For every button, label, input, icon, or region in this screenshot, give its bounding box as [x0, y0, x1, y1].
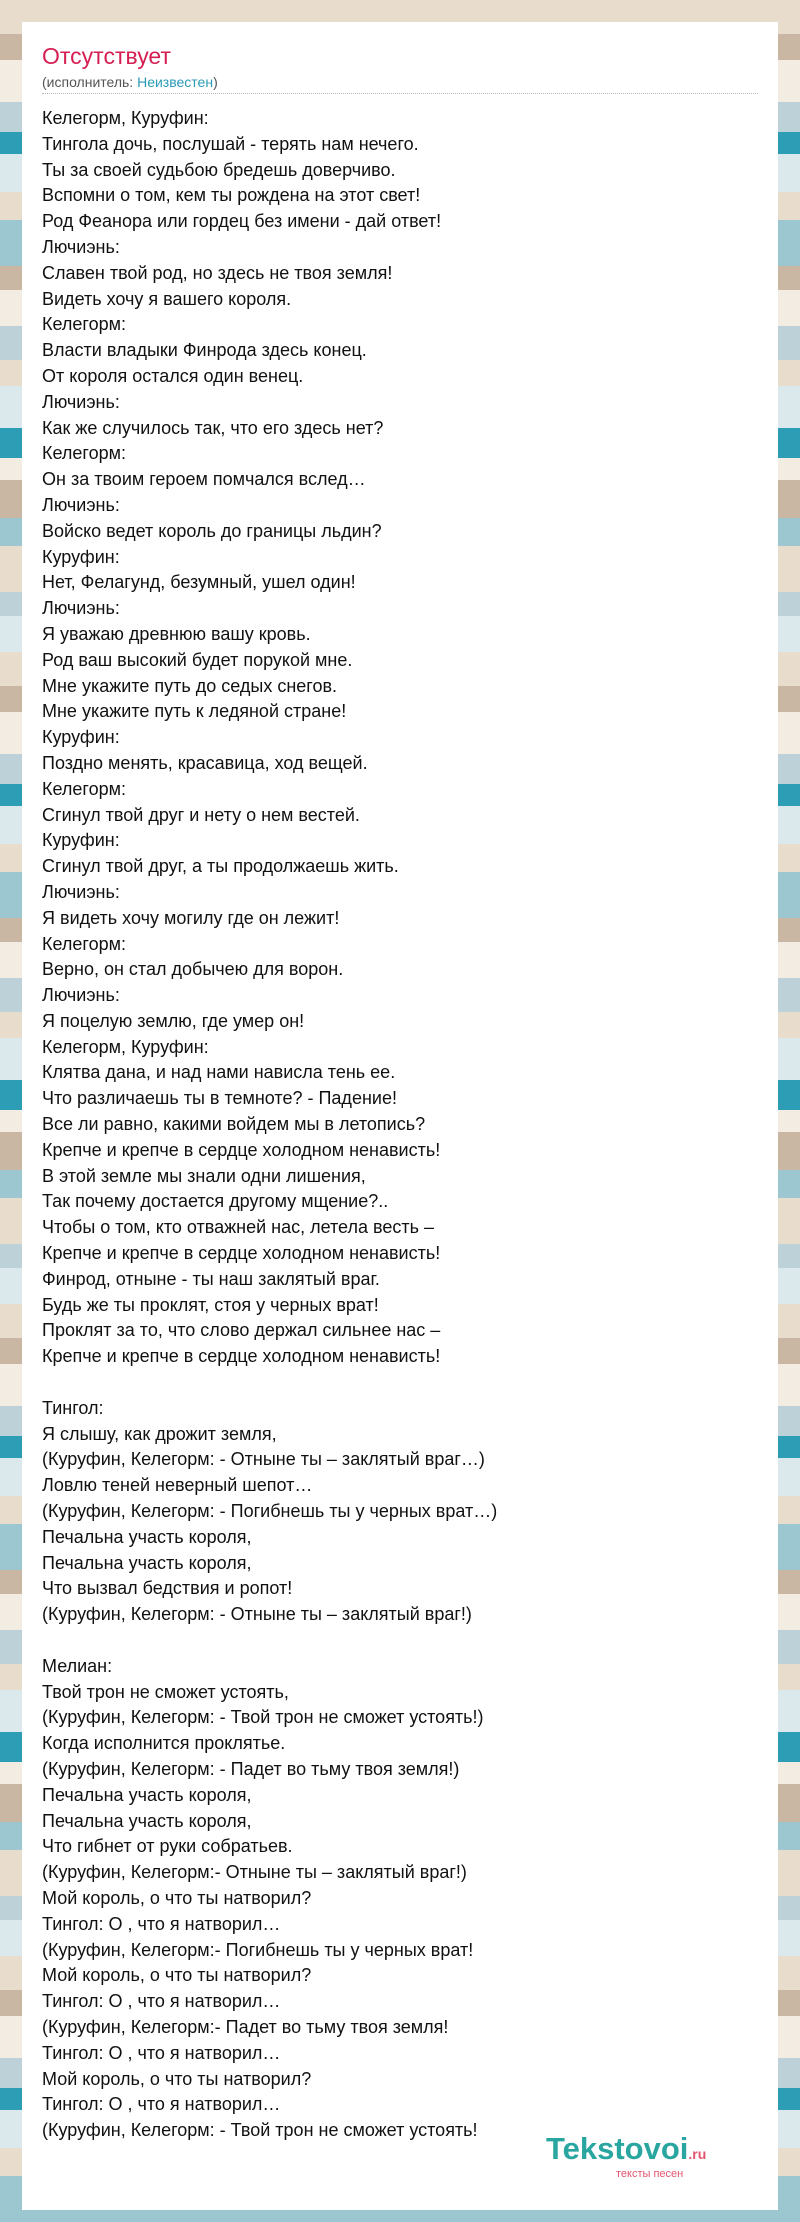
- song-title: Отсутствует: [42, 43, 171, 69]
- lyrics-text: Келегорм, Куруфин: Тингола дочь, послушай - терять нам нечего. Ты за своей судьбою бредешь доверчиво. Вспомни о том, кем ты рождена на этот свет! Род Феанора или гордец без имени - дай ответ! Лючиэнь: Славен твой род, но здесь не твоя земля! Видеть хочу я вашего короля. Келегорм: Власти владыки Финрода здесь конец. От короля остался один венец. Лючиэнь: Как же случилось так, что его здесь нет? Келегорм: Он за твоим героем помчался вслед… Лючиэнь: Войско ведет король до границы льдин? Куруфин: Нет, Фелагунд, безумный, ушел один! Лючиэнь: Я уважаю древнюю вашу кровь. Род ваш высокий будет порукой мне. Мне укажите путь до седых снегов. Мне укажите путь к ледяной стране! Куруфин: Поздно менять, красавица, ход вещей. Келегорм: Сгинул твой друг и нету о нем вестей. Куруфин: Сгинул твой друг, а ты продолжаешь жить. Лючиэнь: Я видеть хочу могилу где он лежит! Келегорм: Верно, он стал добычею для ворон. Лючиэнь: Я поцелую землю, где умер он! Келегорм, Куруфин: Клятва дана, и над нами нависла тень ее. Что различаешь ты в темноте? - Падение! Все ли равно, какими войдем мы в летопись? Крепче и крепче в сердце холодном ненависть! В этой земле мы знали одни лишения, Так почему достается другому мщение?.. Чтобы о том, кто отважней нас, летела весть – Крепче и крепче в сердце холодном ненависть! Финрод, отныне - ты наш заклятый враг. Будь же ты проклят, стоя у черных врат! Проклят за то, что слово держал сильнее нас – Крепче и крепче в сердце холодном ненависть! Тингол: Я слышу, как дрожит земля, (Куруфин, Келегорм: - Отныне ты – заклятый враг…) Ловлю теней неверный шепот… (Куруфин, Келегорм: - Погибнешь ты у черных врат…) Печальна участь короля, Печальна участь короля, Что вызвал бедствия и ропот! (Куруфин, Келегорм: - Отныне ты – заклятый враг!) Мелиан: Твой трон не сможет устоять, (Куруфин, Келегорм: - Твой трон не сможет устоять!) Когда исполнится проклятье. (Куруфин, Келегорм: - Падет во тьму твоя земля!) Печальна участь короля, Печальна участь короля, Что гибнет от руки собратьев. (Куруфин, Келегорм:- Отныне ты – заклятый враг!) Мой король, о что ты натворил? Тингол: О , что я натворил… (Куруфин, Келегорм:- Погибнешь ты у черных врат! Мой король, о что ты натворил? Тингол: О , что я натворил… (Куруфин, Келегорм:- Падет во тьму твоя земля! Тингол: О , что я натворил… Мой король, о что ты натворил? Тингол: О , что я натворил… (Куруфин, Келегорм: - Твой трон не сможет устоять!: [42, 108, 498, 2141]
- performer-link[interactable]: Неизвестен: [137, 74, 214, 90]
- header-divider: [42, 93, 758, 94]
- site-logo[interactable]: [546, 2132, 766, 2192]
- logo-tld: .ru: [688, 2146, 707, 2162]
- logo-wordmark: [546, 2132, 766, 2171]
- logo-tagline: тексты песен: [616, 2168, 684, 2180]
- performer-line: [42, 73, 758, 91]
- logo-name: Tekstovoi: [546, 2131, 689, 2166]
- lyrics-card: [22, 22, 778, 2210]
- performer-suffix: ): [213, 74, 218, 90]
- song-header: [42, 42, 758, 91]
- performer-prefix: (исполнитель:: [42, 74, 138, 90]
